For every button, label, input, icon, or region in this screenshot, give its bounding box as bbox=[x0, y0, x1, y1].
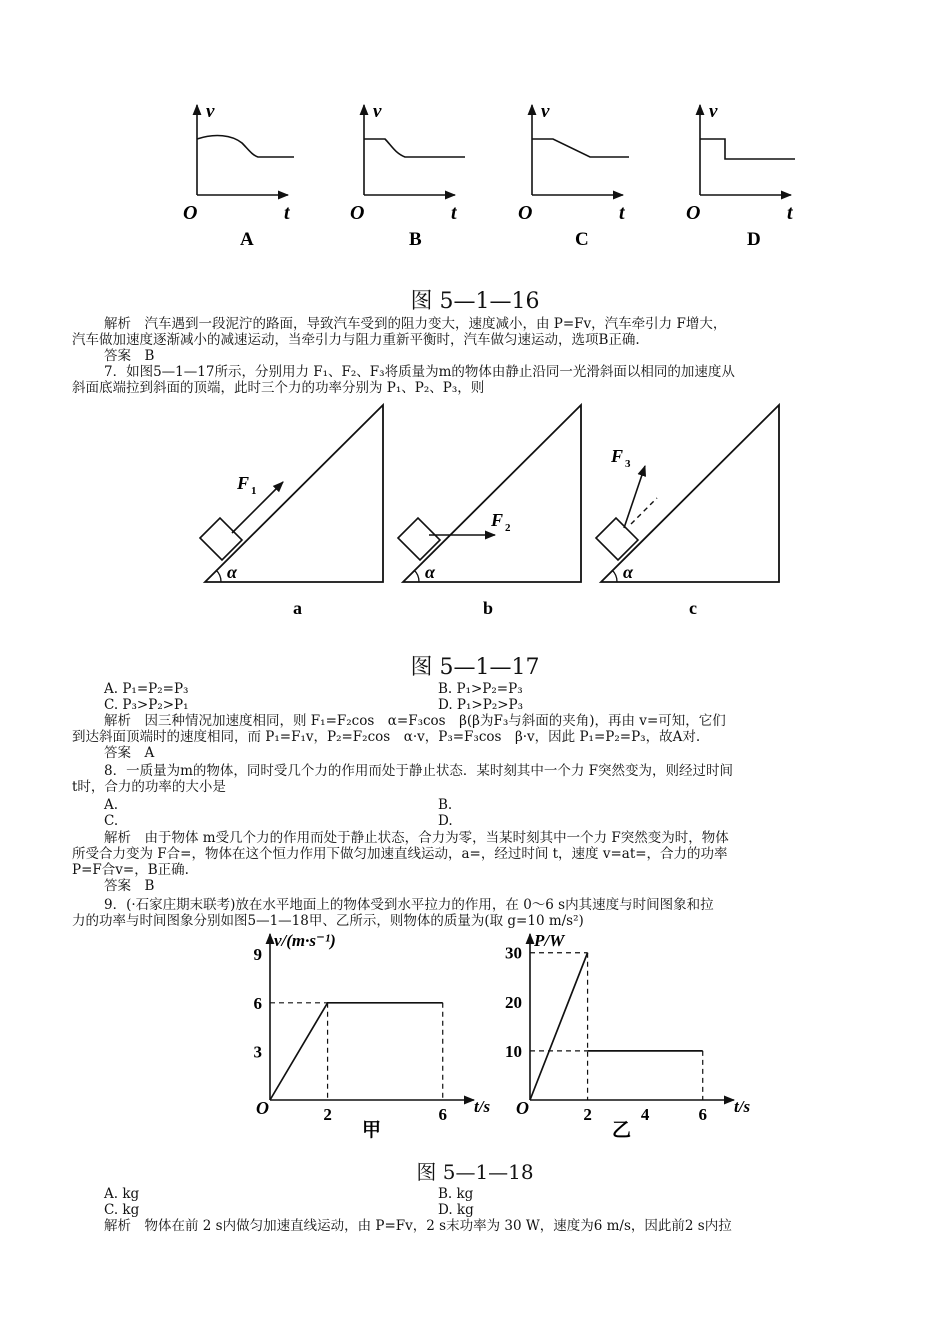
graph-C-x-axis: t bbox=[619, 202, 625, 224]
graph-B-y-axis: v bbox=[373, 101, 382, 122]
graph-A-label: A bbox=[240, 229, 254, 250]
incline-b bbox=[398, 405, 581, 618]
yi-y-tick-10: 10 bbox=[505, 1041, 522, 1061]
yi-y-tick-20: 20 bbox=[505, 992, 522, 1012]
q9-option-A[interactable]: A. kg bbox=[104, 1186, 140, 1202]
jia-chart-label: 甲 bbox=[362, 1120, 382, 1141]
q8-stem-line-1: 8．一质量为m的物体，同时受几个力的作用而处于静止状态．某时刻其中一个力 F突然变为，则经过时间 bbox=[104, 763, 734, 779]
chart-v-t-jia bbox=[240, 928, 490, 1143]
jia-x-tick-6: 6 bbox=[438, 1105, 447, 1124]
q7-analysis-line-2: 到达斜面顶端时的速度相同，而 P₁=F₁v，P₂=F₂cos α·v，P₃=F₃cos β·v，因此 P₁=P₂=P₃，故A对. bbox=[72, 729, 701, 745]
graph-D-x-axis: t bbox=[787, 202, 793, 224]
graph-D-y-axis: v bbox=[709, 101, 718, 122]
graph-B bbox=[350, 101, 465, 250]
q8-answer: 答案 B bbox=[104, 878, 155, 894]
incline-c bbox=[596, 405, 779, 618]
incline-b-label: b bbox=[483, 598, 494, 618]
q6-analysis-line-2: 汽车做加速度逐渐减小的减速运动，当牵引力与阻力重新平衡时，汽车做匀速运动，选项B正确. bbox=[72, 332, 640, 348]
graph-A-x-axis: t bbox=[284, 202, 290, 224]
q7-answer: 答案 A bbox=[104, 745, 155, 761]
jia-y-tick-6: 6 bbox=[253, 993, 262, 1013]
jia-x-label: t/s bbox=[474, 1097, 490, 1116]
incline-c-label: c bbox=[689, 598, 697, 618]
graph-B-x-axis: t bbox=[451, 202, 457, 224]
jia-series-line bbox=[270, 1003, 443, 1100]
incline-c-force: F bbox=[611, 446, 624, 466]
incline-b-angle: α bbox=[425, 562, 435, 582]
graph-B-origin: O bbox=[350, 202, 365, 224]
yi-x-label: t/s bbox=[734, 1097, 750, 1116]
graph-D bbox=[686, 101, 795, 250]
q6-answer: 答案 B bbox=[104, 348, 155, 364]
figure-5-1-16 bbox=[170, 95, 820, 255]
figure-caption-5-1-16: 图 5—1—16 bbox=[410, 289, 540, 314]
yi-series-segment-1 bbox=[530, 953, 588, 1100]
graph-B-label: B bbox=[409, 229, 422, 250]
yi-y-label: P/W bbox=[534, 931, 565, 950]
q8-option-C[interactable]: C. bbox=[104, 813, 119, 829]
incline-c-force-sub: 3 bbox=[625, 458, 631, 470]
incline-a-force: F bbox=[237, 473, 250, 493]
q9-option-B[interactable]: B. kg bbox=[438, 1186, 474, 1202]
q7-analysis-line-1: 解析 因三种情况加速度相同，则 F₁=F₂cos α=F₃cos β(β为F₃与斜面的夹角)，再由 v=可知，它们 bbox=[104, 713, 726, 729]
incline-c-angle: α bbox=[623, 562, 633, 582]
graph-A-origin: O bbox=[183, 202, 198, 224]
q7-stem-line-1: 7．如图5—1—17所示，分别用力 F₁、F₂、F₃将质量为m的物体由静止沿同一光滑斜面以相同的加速度从 bbox=[104, 364, 735, 380]
yi-x-tick-6: 6 bbox=[698, 1105, 707, 1124]
q7-option-C[interactable]: C. P₃>P₂>P₁ bbox=[104, 697, 189, 713]
graph-D-origin: O bbox=[686, 202, 701, 224]
q9-stem-line-1: 9．(·石家庄期末联考)放在水平地面上的物体受到水平拉力的作用，在 0～6 s内其速度与时间图象和拉 bbox=[104, 897, 714, 913]
q9-analysis-line-1: 解析 物体在前 2 s内做匀加速直线运动，由 P=Fv，2 s末功率为 30 W，速度为6 m/s，因此前2 s内拉 bbox=[104, 1218, 732, 1234]
yi-x-tick-4: 4 bbox=[640, 1105, 650, 1124]
incline-a bbox=[200, 405, 383, 618]
graph-A bbox=[183, 101, 294, 250]
incline-a-force-sub: 1 bbox=[251, 485, 257, 497]
jia-y-tick-9: 9 bbox=[253, 945, 262, 965]
graph-C-y-axis: v bbox=[541, 101, 550, 122]
yi-chart-label: 乙 bbox=[612, 1120, 632, 1141]
graph-D-label: D bbox=[747, 229, 761, 250]
q7-option-B[interactable]: B. P₁>P₂=P₃ bbox=[438, 681, 523, 697]
figure-caption-5-1-18: 图 5—1—18 bbox=[416, 1160, 534, 1184]
incline-a-angle: α bbox=[227, 562, 237, 582]
graph-A-y-axis: v bbox=[206, 101, 215, 122]
q9-option-C[interactable]: C. kg bbox=[104, 1202, 140, 1218]
q7-option-A[interactable]: A. P₁=P₂=P₃ bbox=[104, 681, 189, 697]
q9-option-D[interactable]: D. kg bbox=[438, 1202, 474, 1218]
incline-a-label: a bbox=[293, 598, 302, 618]
q8-option-B[interactable]: B. bbox=[438, 797, 453, 813]
q8-stem-line-2: t时，合力的功率的大小是 bbox=[72, 779, 226, 795]
graph-C-origin: O bbox=[518, 202, 533, 224]
q8-analysis-line-2: 所受合力变为 F合=，物体在这个恒力作用下做匀加速直线运动，a=，经过时间 t，速度 v=at=，合力的功率 bbox=[72, 846, 728, 862]
q8-option-D[interactable]: D. bbox=[438, 813, 453, 829]
incline-b-force-sub: 2 bbox=[505, 522, 511, 534]
q9-stem-line-2: 力的功率与时间图象分别如图5—1—18甲、乙所示，则物体的质量为(取 g=10 m/s²) bbox=[72, 913, 584, 929]
yi-x-tick-2: 2 bbox=[583, 1105, 592, 1124]
figure-5-1-17 bbox=[195, 400, 795, 625]
jia-origin: O bbox=[256, 1098, 269, 1118]
yi-y-tick-30: 30 bbox=[505, 943, 522, 963]
q8-analysis-line-1: 解析 由于物体 m受几个力的作用而处于静止状态，合力为零，当某时刻其中一个力 F突然变为时，物体 bbox=[104, 830, 729, 846]
jia-x-tick-2: 2 bbox=[323, 1105, 332, 1124]
q6-analysis-line-1: 解析 汽车遇到一段泥泞的路面，导致汽车受到的阻力变大，速度减小，由 P=Fv，汽车牵引力 F增大， bbox=[104, 316, 727, 332]
q8-option-A[interactable]: A. bbox=[104, 797, 119, 813]
chart-p-t-yi bbox=[500, 928, 750, 1143]
q7-stem-line-2: 斜面底端拉到斜面的顶端，此时三个力的功率分别为 P₁、P₂、P₃，则 bbox=[72, 380, 485, 396]
graph-C bbox=[518, 101, 629, 250]
incline-b-force: F bbox=[491, 510, 504, 530]
yi-origin: O bbox=[516, 1098, 529, 1118]
graph-C-label: C bbox=[575, 229, 589, 250]
jia-y-label: v/(m·s⁻¹) bbox=[274, 931, 336, 950]
figure-caption-5-1-17: 图 5—1—17 bbox=[410, 655, 540, 680]
q8-analysis-line-3: P=F合v=，B正确. bbox=[72, 862, 189, 878]
jia-y-tick-3: 3 bbox=[253, 1042, 262, 1062]
q7-option-D[interactable]: D. P₁>P₂>P₃ bbox=[438, 697, 524, 713]
